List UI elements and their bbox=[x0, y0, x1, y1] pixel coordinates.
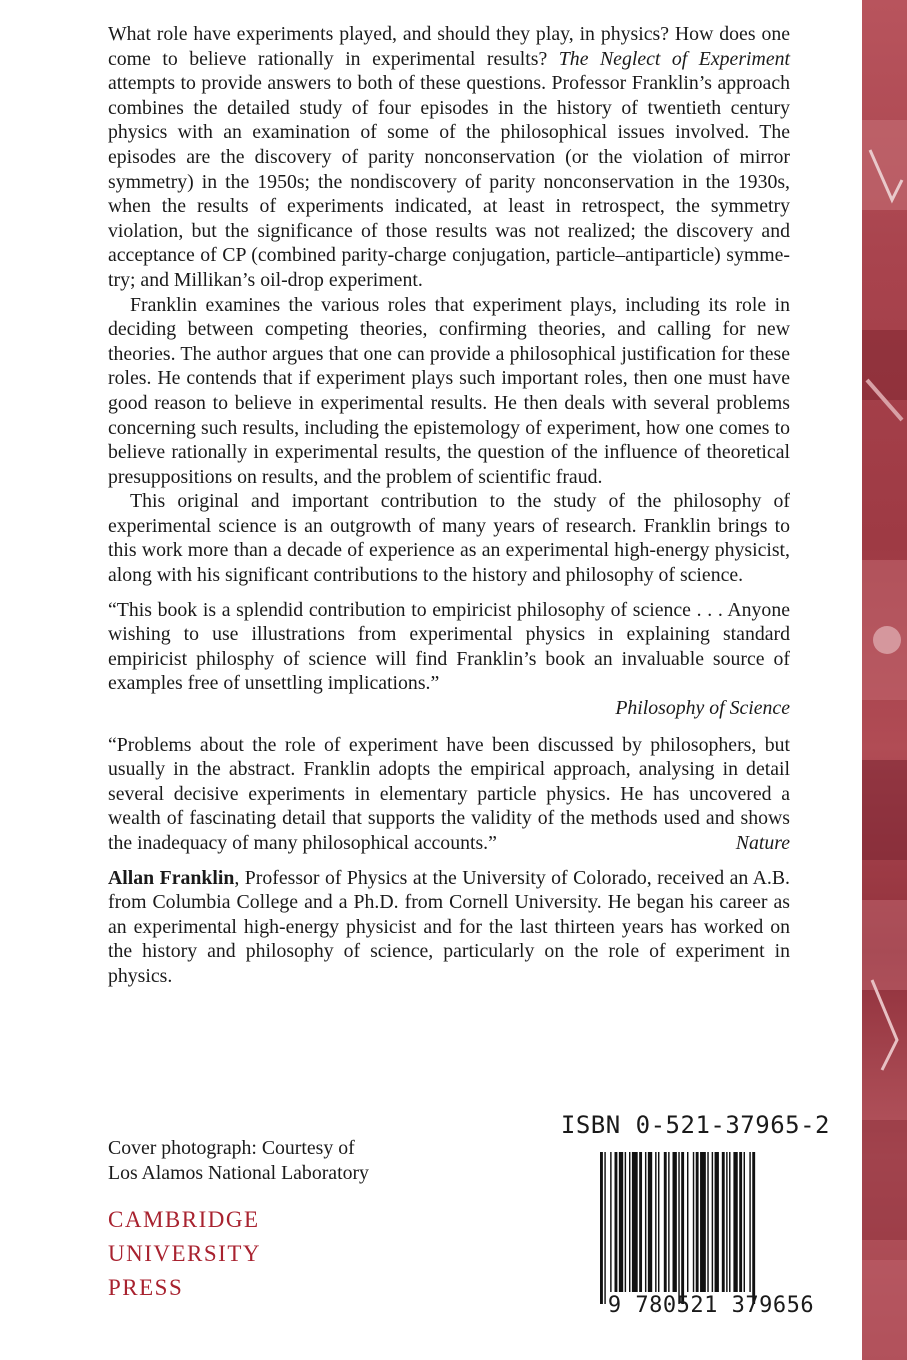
publisher-logo bbox=[108, 1203, 261, 1305]
review-quote-2-text: “Problems about the role of experiment have been discussed by philosophers, but usually in the abstract. Franklin adopts the empirical approach, analysing in detail several decisive experiments in elementary particle physics. He has uncovered a wealth of fascinating detail that supports the validity of the methods used and shows the inadequacy of many philosophical accounts.” bbox=[108, 733, 790, 854]
author-name: Allan Franklin bbox=[108, 866, 235, 889]
barcode-bar bbox=[610, 1152, 611, 1292]
barcode-bar bbox=[700, 1152, 706, 1292]
publisher-line-3: PRESS bbox=[108, 1275, 184, 1300]
barcode-bar bbox=[726, 1152, 727, 1292]
author-bio-text: , Professor of Physics at the University of Colorado, received an A.B. from Columbia College and a Ph.D. from Cornell University. He began his career as an experimental high-energy physicist and for the last thirteen years has worked on the history and philosophy of science, particularly on the role of experiment in physics. bbox=[108, 866, 790, 987]
barcode-bar bbox=[648, 1152, 652, 1292]
barcode-bar bbox=[733, 1152, 737, 1292]
barcode-bar bbox=[687, 1152, 688, 1292]
review-source-1: Philosophy of Science bbox=[615, 697, 790, 720]
barcode-bar bbox=[658, 1152, 659, 1292]
isbn-label: ISBN 0-521-37965-2 bbox=[560, 1111, 830, 1139]
barcode-bar bbox=[722, 1152, 725, 1292]
barcode-bar bbox=[629, 1152, 630, 1292]
barcode-bar bbox=[678, 1152, 679, 1304]
barcode-bar bbox=[739, 1152, 742, 1292]
barcode-bar bbox=[752, 1152, 755, 1304]
barcode-bar bbox=[604, 1152, 605, 1304]
review-quote-1: “This book is a splendid contribution to empiricist philosophy of science . . . Anyone wishing to use illustrations from experimental physics in explaining standard empiricist philosphy of science will find Franklin’s book an invaluable source of examples free of unsettling implications.” bbox=[108, 598, 790, 695]
publisher-line-1: CAMBRIDGE bbox=[108, 1207, 260, 1232]
barcode-bar bbox=[681, 1152, 684, 1304]
barcode-bar bbox=[600, 1152, 603, 1304]
barcode-bar bbox=[673, 1152, 677, 1292]
barcode-bar bbox=[693, 1152, 694, 1292]
barcode-bar bbox=[625, 1152, 626, 1292]
cover-photo-texture bbox=[862, 0, 907, 1360]
barcode-bar bbox=[696, 1152, 699, 1292]
cover-photo-strip bbox=[862, 0, 907, 1360]
barcode-bar bbox=[744, 1152, 745, 1292]
barcode-bar bbox=[668, 1152, 669, 1292]
cover-credit-line-1: Cover photograph: Courtesy of bbox=[108, 1137, 355, 1159]
review-quote-2 bbox=[108, 733, 790, 856]
barcode bbox=[596, 1152, 828, 1316]
back-cover-text bbox=[108, 22, 790, 989]
review-source-2: Nature bbox=[735, 832, 790, 854]
barcode-bar bbox=[615, 1152, 618, 1292]
cover-credit-line-2: Los Alamos National Laboratory bbox=[108, 1161, 369, 1184]
paragraph-1-start: What role have experiments played, and should they play, in physics? How does one come to believe rationally in experimental results? bbox=[108, 23, 790, 70]
barcode-bar bbox=[664, 1152, 667, 1292]
barcode-bar bbox=[645, 1152, 646, 1292]
cover-credit bbox=[108, 1136, 448, 1185]
barcode-bar bbox=[619, 1152, 623, 1292]
barcode-bar bbox=[655, 1152, 656, 1292]
barcode-bar bbox=[749, 1152, 750, 1292]
paragraph-1-end: attempts to provide answers to both of these questions. Professor Franklin’s approach combines the detailed study of four episodes in the history of twentieth century physics with an examination of some of the philosophical issues involved. The episodes are the discovery of parity nonconservation (or the violation of mirror symmetry) in the 1950s; the nondiscovery of parity nonconservation in the 1930s, when the results of experiments indicated, at least in retrospect, the symmetry violation, but the significance of those results was not realized; the discovery and acceptance of CP (combined parity-charge conjugation, particle–antiparticle) symmetry; and Millikan’s oil-drop experiment. bbox=[108, 72, 790, 291]
barcode-bar bbox=[632, 1152, 638, 1292]
author-bio bbox=[108, 866, 790, 989]
barcode-bar bbox=[712, 1152, 713, 1292]
paragraph-1 bbox=[108, 22, 790, 293]
barcode-bar bbox=[729, 1152, 730, 1292]
publisher-line-2: UNIVERSITY bbox=[108, 1241, 261, 1266]
barcode-bar bbox=[639, 1152, 642, 1292]
barcode-bar bbox=[715, 1152, 719, 1292]
paragraph-2: Franklin examines the various roles that experiment plays, including its role in deciding between competing theories, confirming theories, and calling for new theories. The author argues that one can provide a philosophical justification for these roles. He contends that if experiment plays such important roles, then one must have good reason to believe in experimental results. He then deals with several problems concerning such results, including the epistemology of experiment, how one comes to believe rationally in experimental results, the question of the influence of theoretical presuppositions on results, and the problem of scientific fraud. bbox=[108, 293, 790, 488]
barcode-bar bbox=[707, 1152, 708, 1292]
barcode-number: 9 780521 379656 bbox=[607, 1293, 815, 1318]
paragraph-3: This original and important contribution to the study of the philosophy of experimental science is an outgrowth of many years of research. Franklin brings to this work more than a decade of experience as an experimental high-energy physicist, along with his significant contributions to the history and philosophy of science. bbox=[108, 490, 790, 587]
book-title: The Neglect of Experiment bbox=[558, 47, 790, 70]
